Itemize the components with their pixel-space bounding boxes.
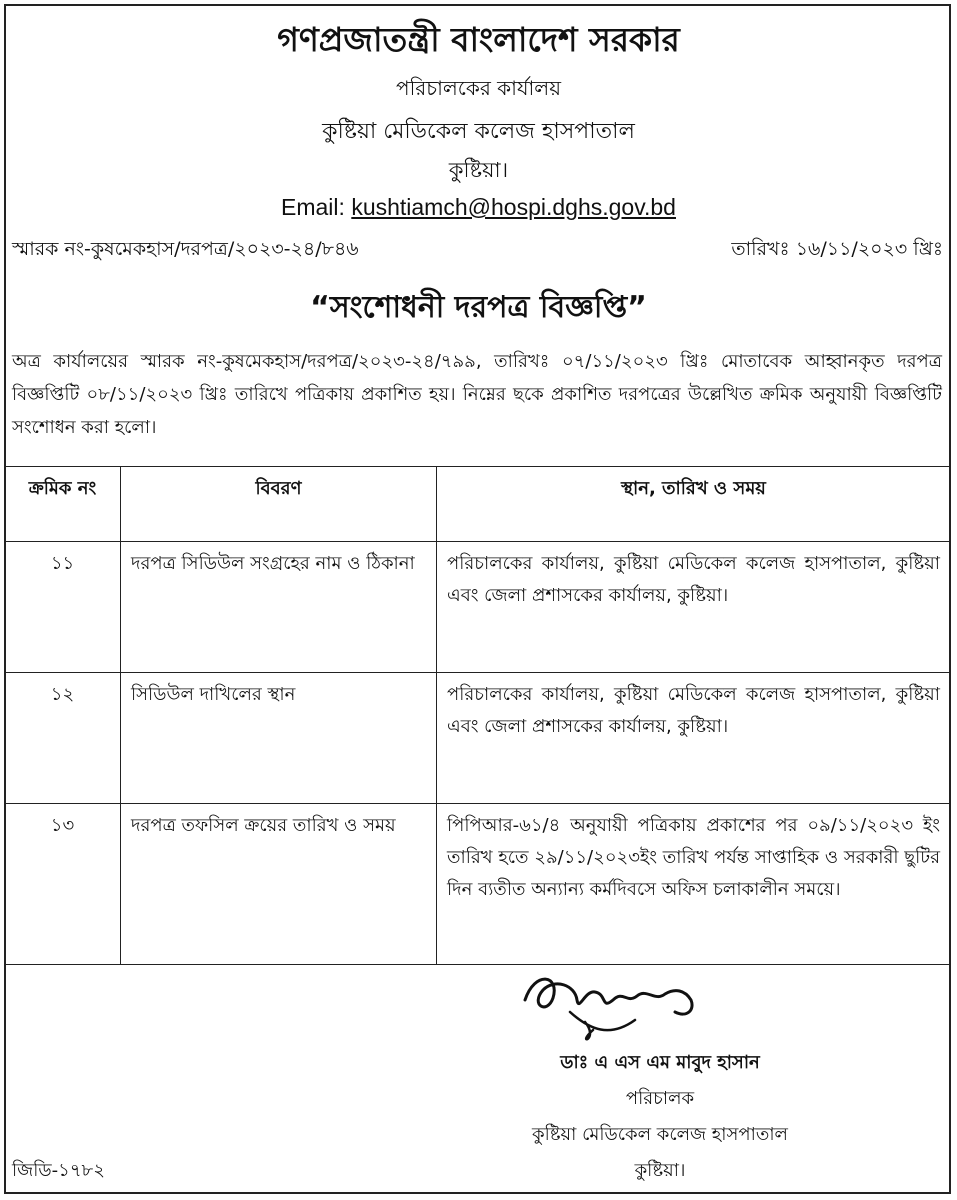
header-place-date-time: স্থান, তারিখ ও সময় (437, 467, 951, 542)
memo-number: স্মারক নং-কুষমেকহাস/দরপত্র/২০২৩-২৪/৮৪৬ (12, 238, 359, 260)
signatory-city: কুষ্টিয়া। (634, 1160, 686, 1181)
row-description: দরপত্র সিডিউল সংগ্রহের নাম ও ঠিকানা (121, 542, 437, 673)
row-serial: ১১ (5, 542, 121, 673)
row-description: দরপত্র তফসিল ক্রয়ের তারিখ ও সময় (121, 804, 437, 965)
table-header-row (5, 467, 951, 542)
amendment-table (4, 466, 951, 965)
table-row (5, 804, 951, 965)
signatory-designation: পরিচালক (625, 1088, 695, 1109)
office-name: পরিচালকের কার্যালয় (396, 76, 561, 100)
gd-code: জিডি-১৭৮২ (12, 1160, 105, 1181)
city-name: কুষ্টিয়া। (448, 158, 509, 182)
row-place: পিপিআর-৬১/৪ অনুযায়ী পত্রিকায় প্রকাশের পর ০৯/১১/২০২৩ ইং তারিখ হতে ২৯/১১/২০২৩ইং তারিখ পর্যন্ত সাপ্তাহিক ও সরকারী ছুটির দিন ব্যতীত অন্যান্য কর্মদিবসে অফিস চলাকালীন সময়ে। (437, 804, 951, 965)
row-serial: ১৩ (5, 804, 121, 965)
row-serial: ১২ (5, 673, 121, 804)
handwritten-signature (515, 960, 705, 1050)
email-link[interactable]: kushtiamch@hospi.dghs.gov.bd (351, 194, 676, 220)
row-place: পরিচালকের কার্যালয়, কুষ্টিয়া মেডিকেল কলেজ হাসপাতাল, কুষ্টিয়া এবং জেলা প্রশাসকের কার্যালয়, কুষ্টিয়া। (437, 542, 951, 673)
email-line (0, 194, 957, 221)
memo-date: তারিখঃ ১৬/১১/২০২৩ খ্রিঃ (731, 238, 943, 260)
notice-subject: “সংশোধনী দরপত্র বিজ্ঞপ্তি” (310, 290, 647, 325)
government-heading: গণপ্রজাতন্ত্রী বাংলাদেশ সরকার (277, 20, 680, 59)
row-description: সিডিউল দাখিলের স্থান (121, 673, 437, 804)
signatory-hospital: কুষ্টিয়া মেডিকেল কলেজ হাসপাতাল (532, 1124, 788, 1145)
signatory-name: ডাঃ এ এস এম মাবুদ হাসান (560, 1052, 760, 1073)
table-row (5, 673, 951, 804)
header-serial: ক্রমিক নং (5, 467, 121, 542)
hospital-name: কুষ্টিয়া মেডিকেল কলেজ হাসপাতাল (322, 119, 635, 144)
notice-body: অত্র কার্যালয়ের স্মারক নং-কুষমেকহাস/দরপত্র/২০২৩-২৪/৭৯৯, তারিখঃ ০৭/১১/২০২৩ খ্রিঃ মোতাবেক আহ্বানকৃত দরপত্র বিজ্ঞপ্তিটি ০৮/১১/২০২৩ খ্রিঃ তারিখে পত্রিকায় প্রকাশিত হয়। নিম্নের ছকে প্রকাশিত দরপত্রের উল্লেখিত ক্রমিক অনুযায়ী বিজ্ঞপ্তিটি সংশোধন করা হলো। (12, 351, 942, 438)
table-row (5, 542, 951, 673)
row-place: পরিচালকের কার্যালয়, কুষ্টিয়া মেডিকেল কলেজ হাসপাতাল, কুষ্টিয়া এবং জেলা প্রশাসকের কার্যালয়, কুষ্টিয়া। (437, 673, 951, 804)
header-description: বিবরণ (121, 467, 437, 542)
email-label: Email: (281, 194, 345, 220)
